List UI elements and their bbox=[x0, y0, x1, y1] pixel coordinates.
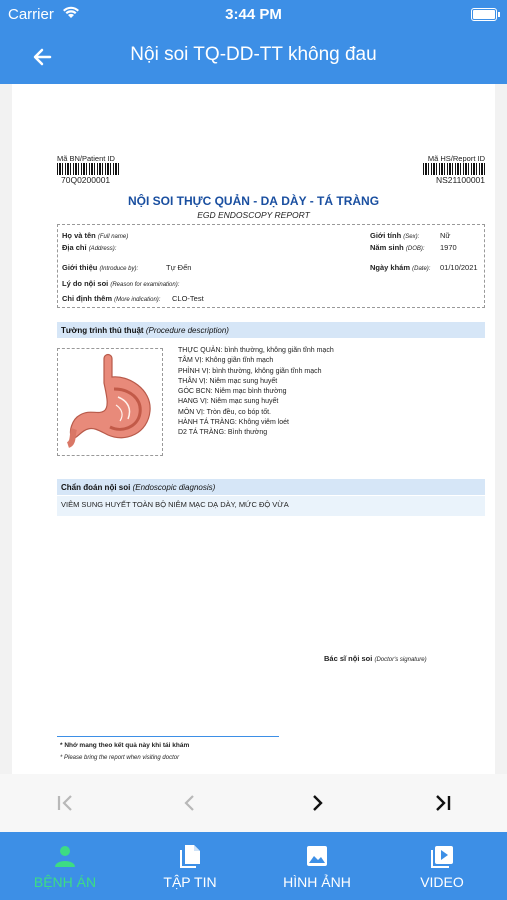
exam-date-value: 01/10/2021 bbox=[440, 263, 478, 272]
tab-hinh-anh[interactable] bbox=[254, 832, 380, 900]
doctor-signature bbox=[324, 654, 427, 663]
finding-line: HÀNH TÁ TRÀNG: Không viêm loét bbox=[178, 419, 290, 427]
stomach-icon bbox=[58, 349, 162, 455]
dob-value: 1970 bbox=[440, 243, 457, 252]
prev-page-button[interactable] bbox=[175, 792, 205, 814]
intro-hint: (Introduce by): bbox=[99, 266, 139, 272]
patient-id-value: 70Q0200001 bbox=[61, 175, 111, 185]
tab-tap-tin[interactable] bbox=[127, 832, 253, 900]
sex-hint: (Sex): bbox=[403, 234, 420, 240]
report-id-block bbox=[423, 154, 485, 185]
finding-line: TÂM VỊ: Không giãn tĩnh mạch bbox=[178, 357, 274, 365]
intro-row bbox=[62, 263, 138, 272]
finding-line: D2 TÁ TRÀNG: Bình thường bbox=[178, 429, 268, 437]
person-icon bbox=[53, 844, 77, 873]
doctor-hint: (Doctor's signature) bbox=[374, 657, 427, 663]
report-title: NỘI SOI THỰC QUẢN - DẠ DÀY - TÁ TRÀNG bbox=[127, 194, 380, 208]
indication-value: CLO-Test bbox=[172, 294, 204, 303]
tab-label: VIDEO bbox=[420, 874, 464, 890]
reason-hint: (Reason for examination): bbox=[110, 282, 180, 288]
finding-line: MÔN VỊ: Tròn đều, co bóp tốt. bbox=[178, 408, 271, 416]
sex-value: Nữ bbox=[440, 231, 451, 240]
finding-line: PHÌNH VỊ: bình thường, không giãn tĩnh mạch bbox=[178, 367, 322, 375]
intro-label: Giới thiệu bbox=[62, 263, 98, 272]
tab-label: HÌNH ẢNH bbox=[283, 874, 351, 890]
diagnosis-value: VIÊM SUNG HUYẾT TOÀN BỘ NIÊM MẠC DẠ DÀY, MỨC ĐỘ VỪA bbox=[57, 496, 485, 516]
reason-row bbox=[62, 279, 179, 288]
report-subtitle: EGD ENDOSCOPY REPORT bbox=[197, 210, 310, 220]
indication-hint: (More indication): bbox=[114, 297, 161, 303]
image-icon bbox=[305, 844, 329, 873]
files-icon bbox=[178, 844, 202, 875]
prev-page-icon bbox=[175, 792, 205, 814]
dob-label: Năm sinh bbox=[370, 243, 404, 252]
exam-date-row bbox=[370, 263, 430, 272]
last-page-button[interactable] bbox=[428, 792, 458, 814]
next-page-button[interactable] bbox=[302, 792, 332, 814]
patient-barcode-icon bbox=[57, 163, 119, 175]
page-navigator bbox=[0, 774, 507, 832]
address-label: Địa chỉ bbox=[62, 243, 87, 252]
last-page-icon bbox=[428, 792, 458, 814]
address-row bbox=[62, 243, 116, 252]
patient-id-label: Mã BN/Patient ID bbox=[57, 154, 115, 163]
report-document[interactable] bbox=[12, 84, 495, 774]
status-bar bbox=[0, 0, 507, 30]
procedure-findings bbox=[178, 346, 334, 439]
reason-label: Lý do nội soi bbox=[62, 279, 109, 288]
exam-date-hint: (Date): bbox=[412, 266, 431, 272]
indication-row bbox=[62, 294, 160, 303]
diagnosis-label: Chẩn đoán nội soi bbox=[61, 483, 131, 492]
finding-line: HANG VỊ: Niêm mạc sung huyết bbox=[178, 398, 279, 406]
stomach-illustration bbox=[57, 348, 163, 456]
patient-info-box bbox=[57, 224, 485, 308]
next-page-icon bbox=[302, 792, 332, 814]
address-hint: (Address): bbox=[88, 246, 117, 252]
diagnosis-section-header bbox=[57, 479, 485, 495]
tab-benh-an[interactable] bbox=[2, 832, 128, 900]
dob-row bbox=[370, 243, 425, 252]
procedure-label: Tường trình thủ thuật bbox=[61, 326, 144, 335]
exam-date-label: Ngày khám bbox=[370, 263, 411, 272]
dob-hint: (DOB): bbox=[405, 246, 425, 252]
fullname-row bbox=[62, 231, 128, 240]
report-id-value: NS21100001 bbox=[436, 175, 485, 185]
bottom-tab-bar bbox=[0, 832, 507, 900]
procedure-section-header bbox=[57, 322, 485, 338]
indication-label: Chỉ định thêm bbox=[62, 294, 112, 303]
note-vietnamese: * Nhớ mang theo kết quả này khi tái khám bbox=[60, 742, 190, 749]
tab-video[interactable] bbox=[379, 832, 505, 900]
first-page-button[interactable] bbox=[50, 792, 80, 814]
finding-line: GÓC BCN: Niêm mạc bình thường bbox=[178, 388, 287, 396]
note-english: * Please bring the report when visiting doctor bbox=[60, 755, 180, 761]
sex-label: Giới tính bbox=[370, 231, 402, 240]
patient-id-block bbox=[57, 154, 119, 185]
clock: 3:44 PM bbox=[225, 6, 282, 23]
carrier-label: Carrier bbox=[8, 6, 54, 23]
fullname-label: Họ và tên bbox=[62, 231, 96, 240]
report-id-label: Mã HS/Report ID bbox=[427, 154, 485, 163]
battery-icon bbox=[471, 8, 497, 21]
tab-label: BỆNH ÁN bbox=[33, 874, 97, 890]
page-title: Nội soi TQ-DD-TT không đau bbox=[130, 44, 377, 65]
tab-label: TẬP TIN bbox=[163, 874, 217, 890]
first-page-icon bbox=[50, 792, 80, 814]
nav-bar bbox=[0, 30, 507, 84]
report-barcode-icon bbox=[423, 163, 485, 175]
diagnosis-hint: (Endoscopic diagnosis) bbox=[132, 483, 216, 492]
video-icon bbox=[429, 844, 455, 875]
finding-line: THÂN VỊ: Niêm mạc sung huyết bbox=[178, 377, 278, 385]
procedure-hint: (Procedure description) bbox=[145, 326, 229, 335]
sex-row bbox=[370, 231, 419, 240]
doctor-label: Bác sĩ nội soi bbox=[324, 654, 373, 663]
intro-value: Tự Đến bbox=[166, 263, 192, 272]
note-divider bbox=[57, 736, 279, 737]
finding-line: THỰC QUẢN: bình thường, không giãn tĩnh mạch bbox=[178, 347, 334, 354]
fullname-hint: (Full name) bbox=[97, 234, 129, 240]
